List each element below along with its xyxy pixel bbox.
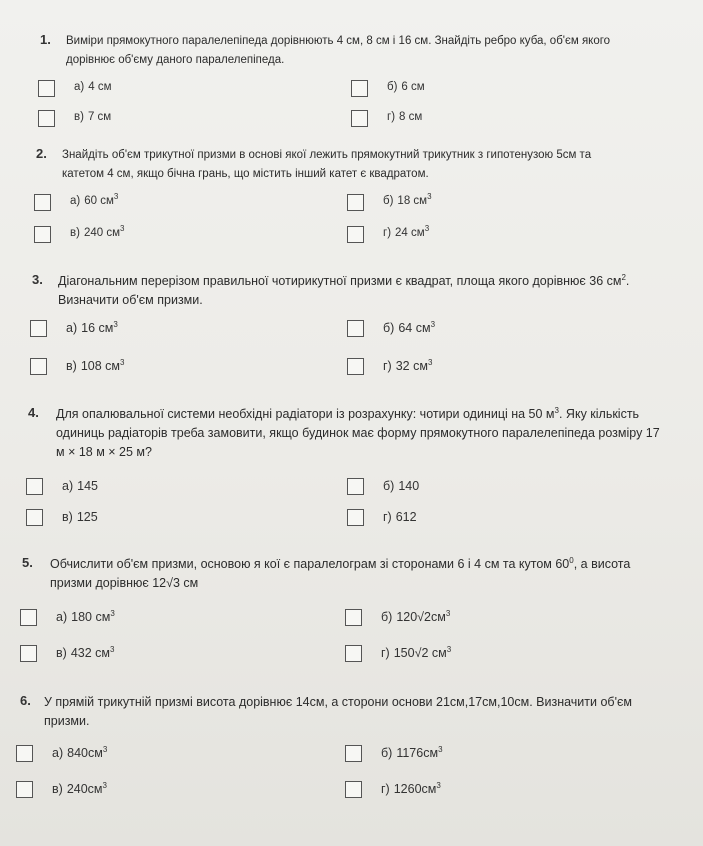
- question-number: 1.: [40, 32, 51, 47]
- checkbox[interactable]: [347, 320, 364, 337]
- question-text: Знайдіть об'єм трикутної призми в основі якої лежить прямокутний трикутник з гипотенузою 5см та катетом 4 см, якщо бічна грань, що містить інший катет є квадратом.: [62, 149, 592, 180]
- checkbox[interactable]: [345, 645, 362, 662]
- checkbox[interactable]: [347, 478, 364, 495]
- checkbox[interactable]: [347, 509, 364, 526]
- question-text: Діагональним перерізом правильної чотирикутної призми є квадрат, площа якого дорівнює 36 $см^2$. Визначити об'єм призми.: [58, 272, 630, 307]
- question-text: У прямій трикутній призмі висота дорівнює 14см, а сторони основи 21см,17см,10см. Визначити об'єм призми.: [44, 695, 632, 728]
- checkbox[interactable]: [347, 226, 364, 243]
- checkbox[interactable]: [34, 226, 51, 243]
- question-number: 6.: [20, 693, 31, 708]
- checkbox[interactable]: [20, 609, 37, 626]
- checkbox[interactable]: [38, 110, 55, 127]
- question-text: Обчислити об'єм призми, основою я кої є паралелограм зі сторонами 6 і 4 см та кутом $60^0$, а висота призми дорівнює 12√3 см: [50, 555, 631, 590]
- checkbox[interactable]: [347, 194, 364, 211]
- question-number: 3.: [32, 272, 43, 287]
- checkbox[interactable]: [30, 320, 47, 337]
- checkbox[interactable]: [351, 110, 368, 127]
- checkbox[interactable]: [34, 194, 51, 211]
- checkbox[interactable]: [347, 358, 364, 375]
- question-text: Виміри прямокутного паралелепіпеда дорівнюють 4 см, 8 см і 16 см. Знайдіть ребро куба, об'єм якого дорівнює об'єму даного паралелепіпеда.: [66, 35, 611, 66]
- question-number: 2.: [36, 146, 47, 161]
- checkbox[interactable]: [20, 645, 37, 662]
- checkbox[interactable]: [16, 745, 33, 762]
- checkbox[interactable]: [351, 80, 368, 97]
- checkbox[interactable]: [345, 609, 362, 626]
- checkbox[interactable]: [345, 781, 362, 798]
- worksheet-page: 1. Виміри прямокутного паралелепіпеда дорівнюють 4 см, 8 см і 16 см. Знайдіть ребро куба, об'єм якого дорівнює об'єму даного паралелепіпеда. а) 4 см б) 6 см в) 7 см г) 8 см 2. Знайдіть об'єм трикутної призми в основі якої лежить прямокутний трикутник з гипотенузою 5см та катетом 4 см, якщо бічна грань, що містить інший катет є квадратом. а) 60 $см^3$ б) 18 $см^3$ в) 240 $см^3$ г) 24 $см^3$ 3. Діагональним перерізом правильної чотирикутної призми є квадрат, площа якого дорівнює 36 $см^2$. Визначити об'єм призми. а) 16 $см^3$ б) 64 $см^3$ в) 108 $см^3$ г) 32 $см^3$ 4. Для опалювальної системи необхідні радіатори із розрахунку: чотири одиниці на 50 $м^3$. Яку кількість одиниць радіаторів треба замовити, якщо будинок має форму прямокутного паралелепіпеда розміру 17 м × 18 м × 25 м? а) 145 б) 140 в) 125 г) 612 5. Обчислити об'єм призми, основою я кої є паралелограм зі сторонами 6 і 4 см та кутом $60^0$, а висота призми дорівнює 12√3 см а) 180 $см^3$ б) $120√2см^3$ в) 432 $см^3$ г) 150√2 $см^3$ 6. У прямій трикутній призмі висота дорівнює 14см, а сторони основи 21см,17см,10см. Визначити об'єм призми. а) $840см^3$ б) $1176см^3$ в) $240см^3$ г) $1260см^3$: [0, 0, 703, 846]
- question-text: Для опалювальної системи необхідні радіатори із розрахунку: чотири одиниці на 50 $м^3$. Яку кількість одиниць радіаторів треба замовити, якщо будинок має форму прямокутного паралелепіпеда розміру 17 м × 18 м × 25 м?: [56, 405, 660, 459]
- checkbox[interactable]: [26, 509, 43, 526]
- checkbox[interactable]: [345, 745, 362, 762]
- question-number: 4.: [28, 405, 39, 420]
- checkbox[interactable]: [26, 478, 43, 495]
- checkbox[interactable]: [16, 781, 33, 798]
- checkbox[interactable]: [30, 358, 47, 375]
- question-number: 5.: [22, 555, 33, 570]
- checkbox[interactable]: [38, 80, 55, 97]
